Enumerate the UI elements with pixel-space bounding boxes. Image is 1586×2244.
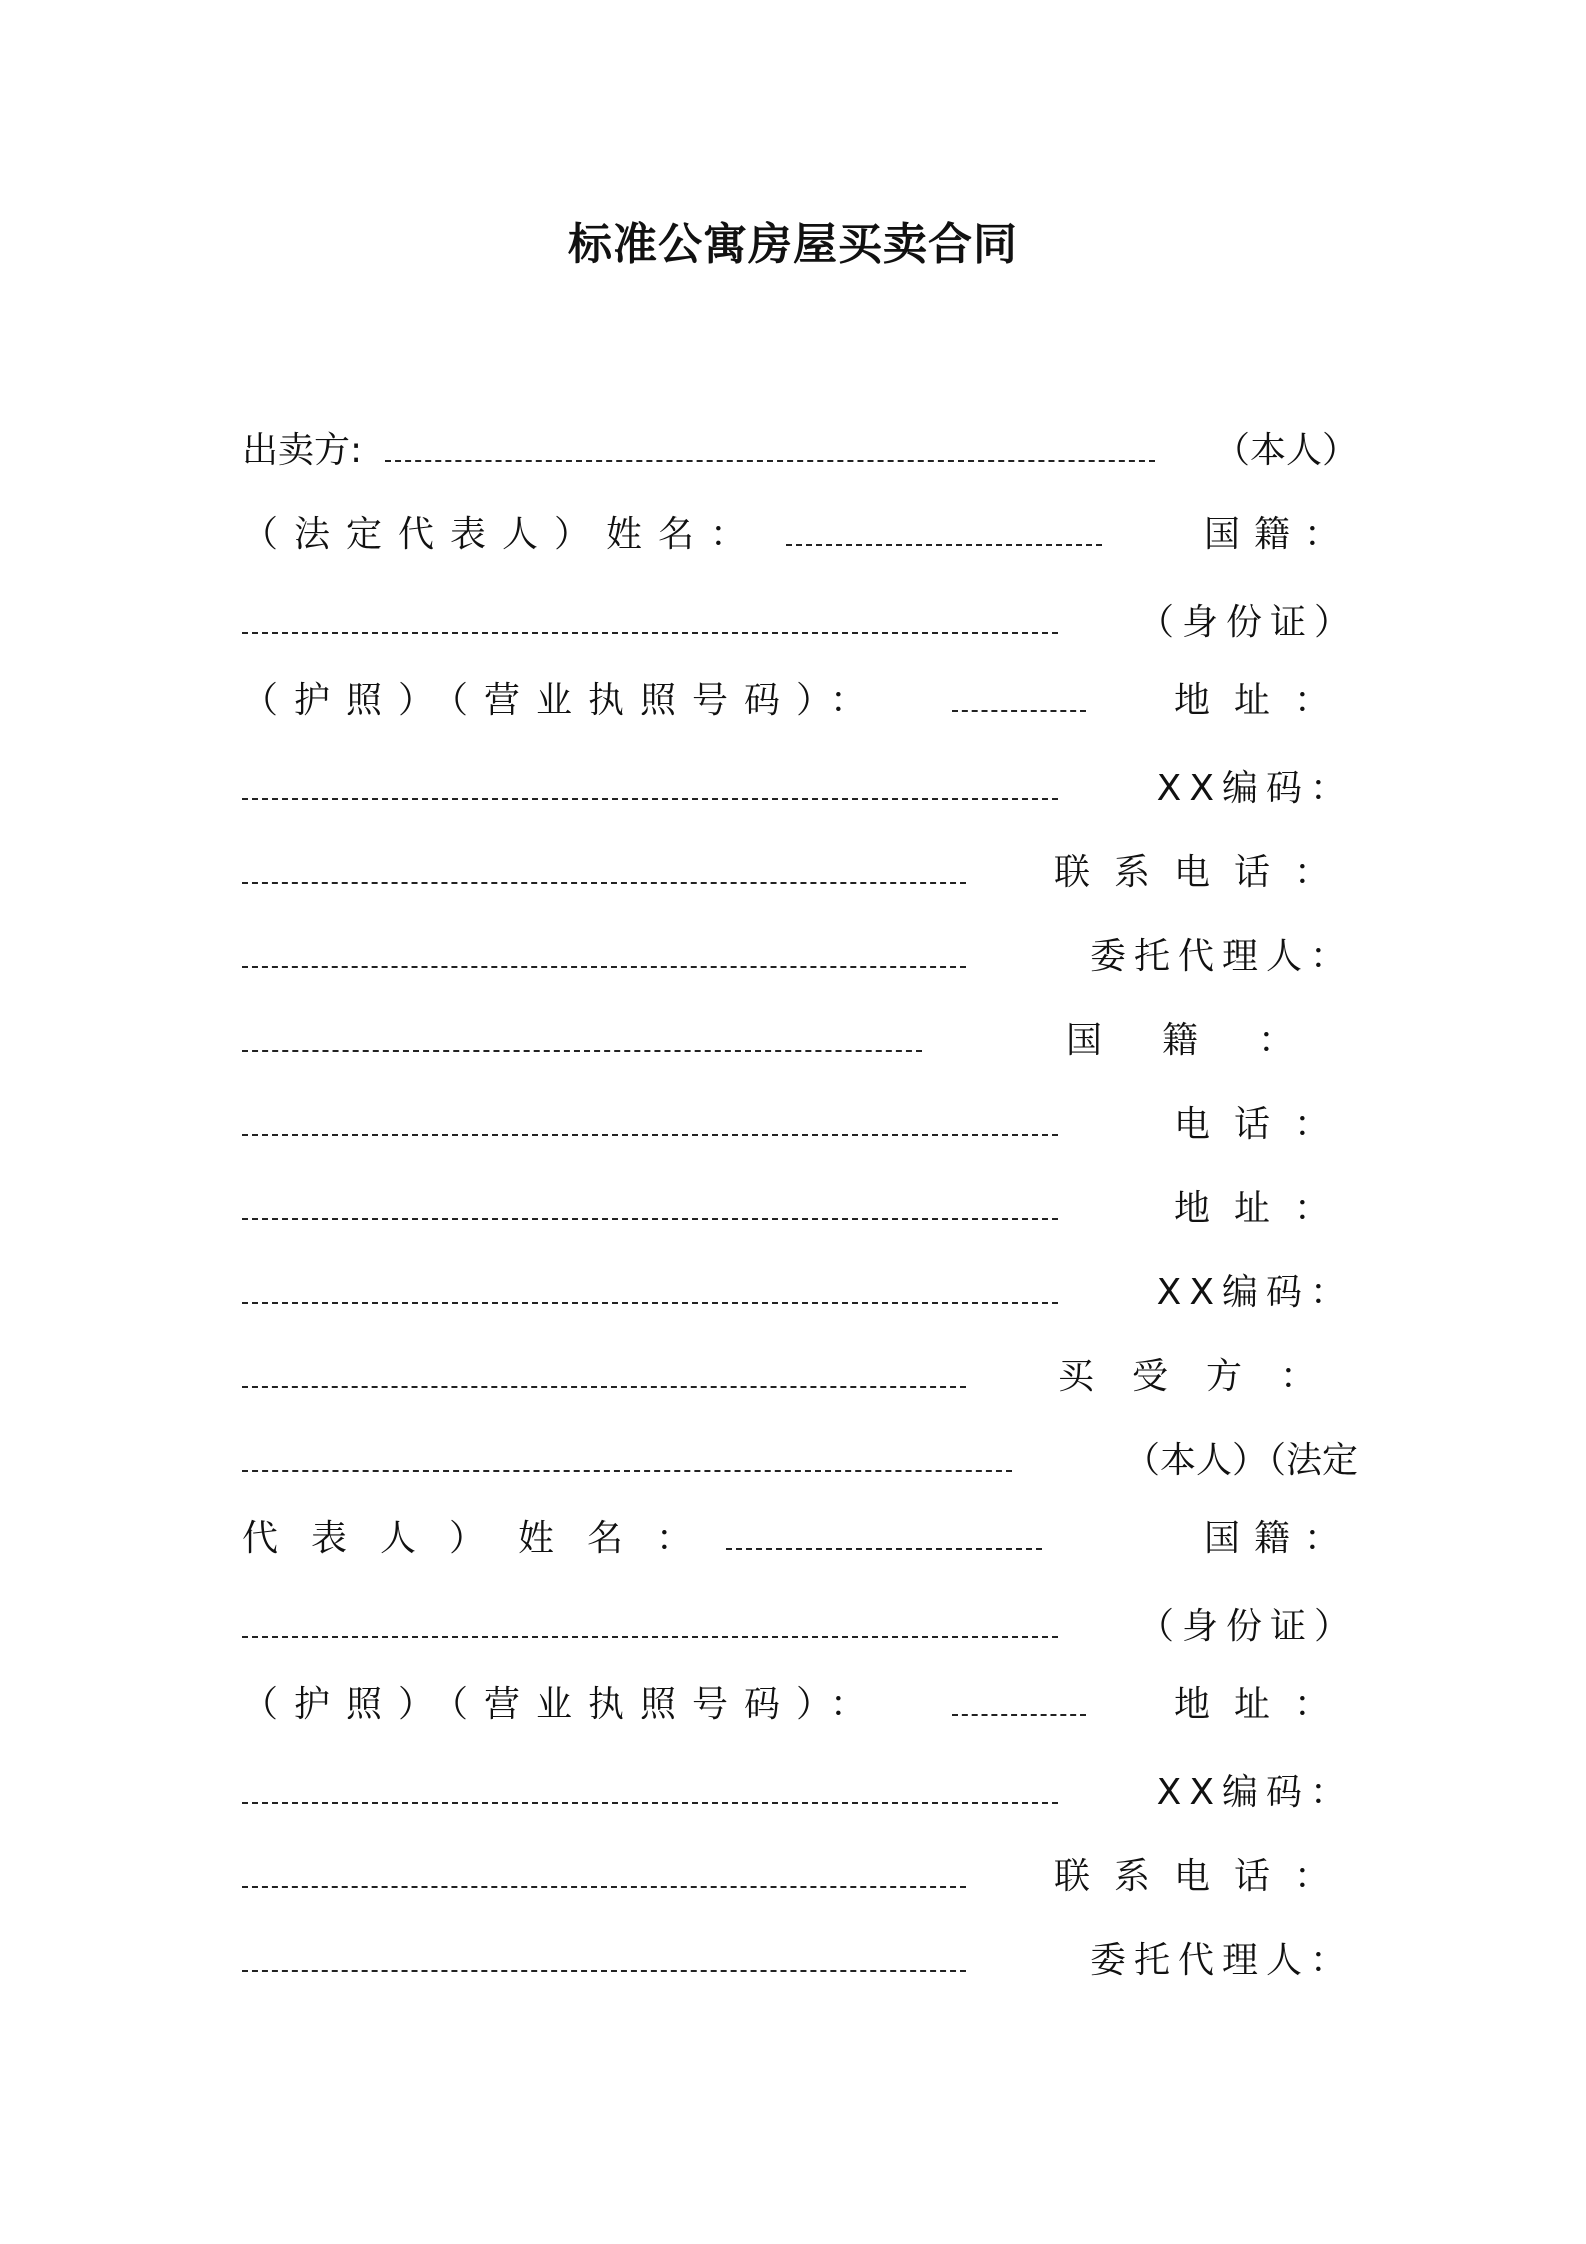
agent-nationality-blank[interactable] (242, 1134, 1058, 1136)
buyer-blank[interactable] (242, 1470, 1012, 1472)
buyer-postcode-label: XX编码： (1156, 1772, 1354, 1813)
buyer-passport-license-blank[interactable] (952, 1714, 1086, 1716)
passport-license-blank[interactable] (952, 710, 1086, 712)
agent-address-line (0, 1172, 1586, 1232)
seller-passport-line (0, 664, 1586, 724)
agent-address-blank[interactable] (242, 1302, 1058, 1304)
agent-postcode-label: XX编码： (1156, 1272, 1354, 1313)
buyer-phone-line (0, 1840, 1586, 1900)
nationality-label: 国籍： (1203, 514, 1354, 555)
buyer-passport-line (0, 1668, 1586, 1728)
seller-label: 出卖方: (242, 430, 363, 471)
legal-rep-name-blank[interactable] (786, 544, 1102, 546)
buyer-nationality-label: 国籍： (1203, 1518, 1354, 1559)
passport-license-label: （护照）（营业执照号码）： (242, 680, 883, 721)
principal-label: （本人） (1213, 430, 1358, 471)
buyer-contact-phone-blank[interactable] (242, 1970, 966, 1972)
agent-address-label: 地址： (1173, 1188, 1354, 1229)
address-label: 地址： (1173, 680, 1354, 721)
buyer-address-blank[interactable] (242, 1802, 1058, 1804)
buyer-legal-rep-name-blank[interactable] (726, 1548, 1042, 1550)
buyer-agent-label: 委托代理人： (1089, 1940, 1354, 1981)
agent-phone-blank[interactable] (242, 1218, 1058, 1220)
agent-nationality-line (0, 1004, 1586, 1064)
buyer-agent-line (0, 1924, 1586, 1984)
agent-blank[interactable] (242, 1050, 922, 1052)
buyer-line (0, 1340, 1586, 1400)
seller-legal-rep-line (0, 498, 1586, 558)
agent-label: 委托代理人： (1089, 936, 1354, 977)
postcode-label: XX编码： (1156, 768, 1354, 809)
buyer-address-label: 地址： (1173, 1684, 1354, 1725)
agent-postcode-line (0, 1256, 1586, 1316)
agent-phone-line (0, 1088, 1586, 1148)
seller-postcode-line (0, 752, 1586, 812)
buyer-principal-label: （本人）（法定 (1123, 1440, 1358, 1481)
contact-phone-blank[interactable] (242, 966, 966, 968)
buyer-id-line (0, 1590, 1586, 1650)
seller-line (0, 414, 1586, 474)
id-card-label: （身份证） (1137, 602, 1358, 643)
buyer-postcode-blank[interactable] (242, 1886, 966, 1888)
seller-phone-line (0, 836, 1586, 896)
buyer-nationality-blank[interactable] (242, 1636, 1058, 1638)
buyer-principal-line (0, 1424, 1586, 1484)
seller-blank[interactable] (385, 460, 1155, 462)
agent-phone-label: 电话： (1173, 1104, 1354, 1145)
buyer-legal-rep-name-label: 代表人）姓名： (242, 1518, 726, 1559)
seller-agent-line (0, 920, 1586, 980)
legal-rep-name-label: （法定代表人）姓名： (242, 514, 763, 555)
buyer-legal-rep-line (0, 1502, 1586, 1562)
contact-phone-label: 联系电话： (1053, 852, 1354, 893)
agent-nationality-label: 国籍： (1065, 1020, 1354, 1061)
buyer-postcode-line (0, 1756, 1586, 1816)
postcode-blank[interactable] (242, 882, 966, 884)
agent-postcode-blank[interactable] (242, 1386, 966, 1388)
seller-id-line (0, 586, 1586, 646)
buyer-contact-phone-label: 联系电话： (1053, 1856, 1354, 1897)
buyer-id-card-label: （身份证） (1137, 1606, 1358, 1647)
buyer-label: 买受方： (1057, 1356, 1354, 1397)
nationality-blank[interactable] (242, 632, 1058, 634)
address-blank[interactable] (242, 798, 1058, 800)
document-title: 标准公寓房屋买卖合同 (568, 219, 1018, 270)
buyer-passport-license-label: （护照）（营业执照号码）： (242, 1684, 883, 1725)
